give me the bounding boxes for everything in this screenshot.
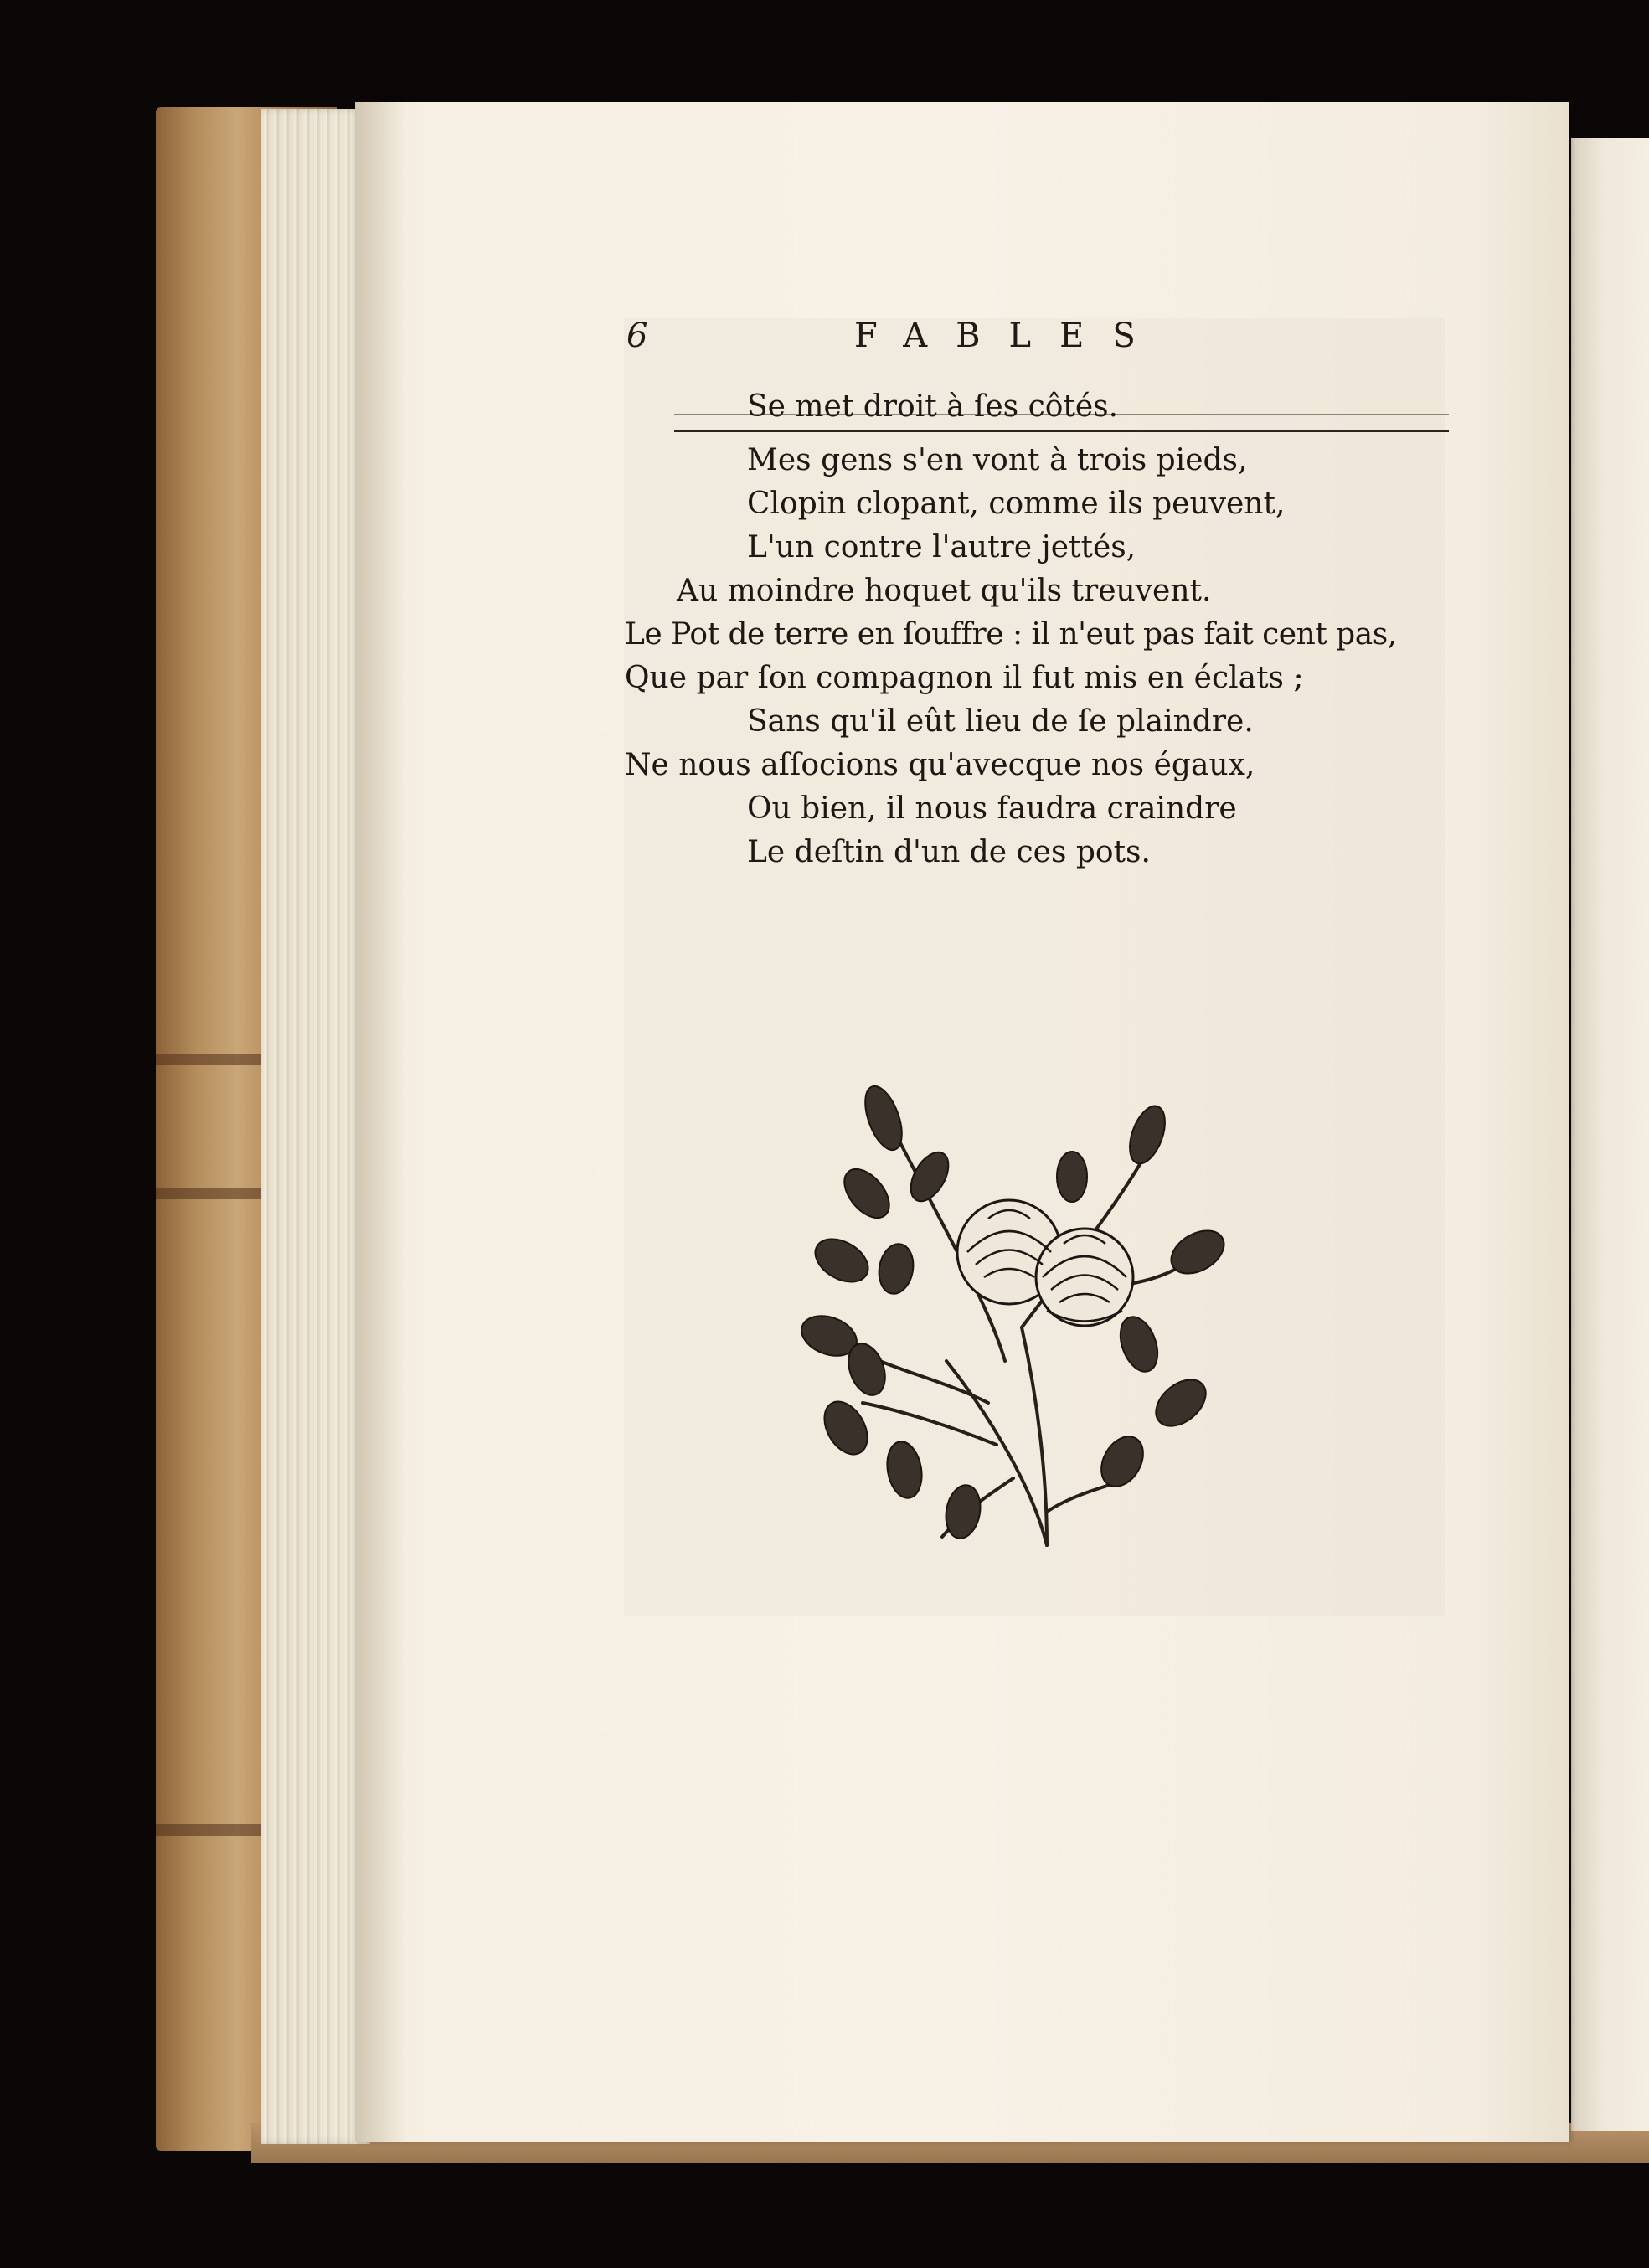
verse-line: Ne nous aſſocions qu'avecque nos égaux,: [625, 748, 1255, 782]
running-head: [626, 317, 1263, 367]
verse-line: Le Pot de terre en ſouffre : il n'eut pas fait cent pas,: [625, 617, 1397, 652]
verse-line: L'un contre l'autre jettés,: [747, 530, 1136, 564]
verse-line: Que par ſon compagnon il fut mis en éclats ;: [625, 661, 1304, 695]
gutter-shadow: [355, 102, 405, 2142]
verse-line: Se met droit à ſes côtés.: [747, 389, 1119, 424]
facing-page-edge: [1571, 138, 1649, 2131]
page-edges: [261, 109, 370, 2144]
head-rule: [674, 430, 1449, 432]
running-title: FABLES: [854, 317, 1164, 355]
head-rule-thin: [674, 414, 1449, 415]
verse-line: Mes gens s'en vont à trois pieds,: [747, 443, 1248, 477]
verse-line: Le deſtin d'un de ces pots.: [747, 835, 1151, 869]
verse-line: Ou bien, il nous faudra craindre: [747, 791, 1237, 826]
verse-line: Au moindre hoquet qu'ils treuvent.: [677, 574, 1212, 608]
verse-line: Sans qu'il eût lieu de ſe plaindre.: [747, 704, 1254, 739]
rose-woodcut-icon: [796, 1009, 1239, 1562]
verse-line: Clopin clopant, comme ils peuvent,: [747, 487, 1286, 521]
page-number: 6: [626, 317, 648, 355]
